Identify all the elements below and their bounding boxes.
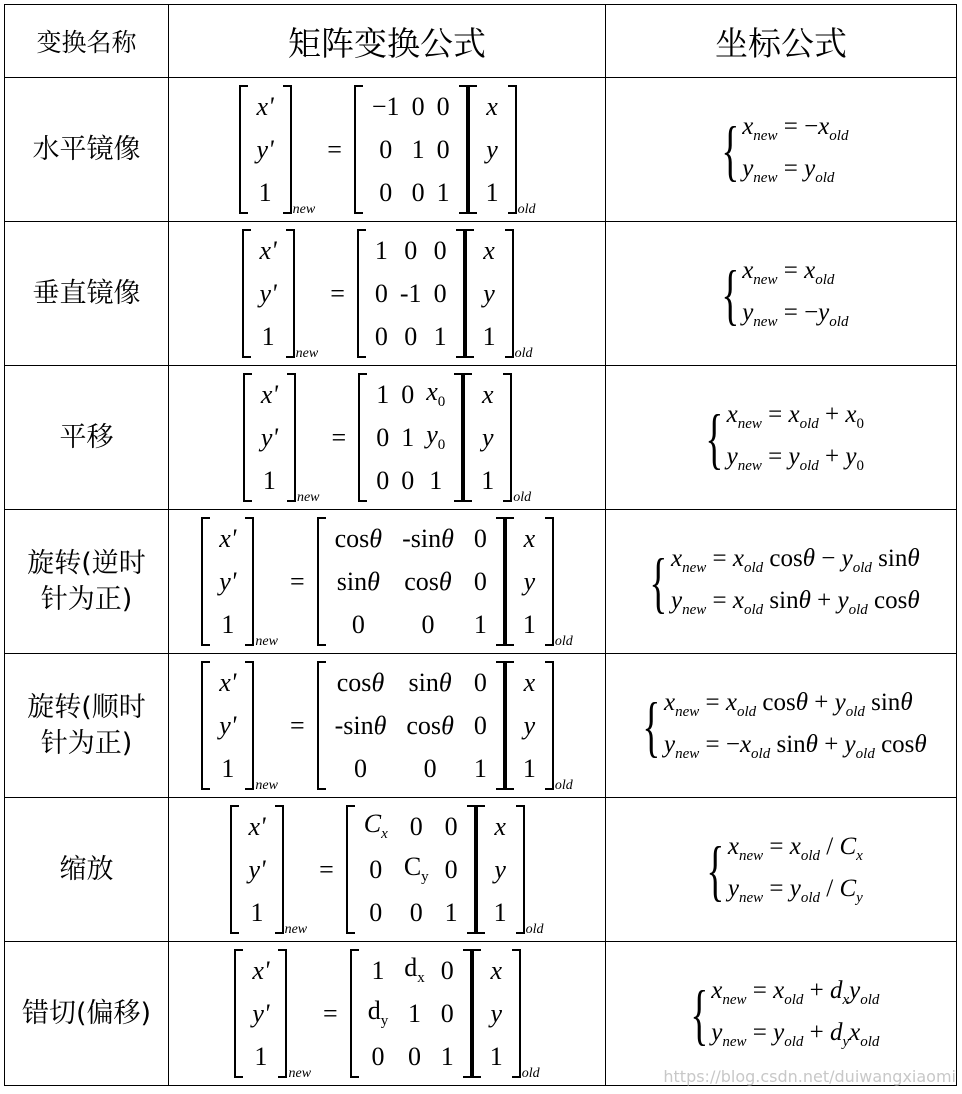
table-row — [5, 654, 957, 798]
coordinate-formula: { $x_{new} = x_{old}$ $\cos\theta - y_{old}$ sinθ $y_{new} = x_{old}$ $\sin\theta + y_{old}$ cosθ — [606, 510, 957, 654]
matrix-formula: x' y' 1 new = $C_x$ 0 0 0 $C_y$ 0 0 0 1 x y 1 old — [169, 798, 606, 942]
table-row — [5, 78, 957, 222]
old-vector: x y 1 — [505, 661, 554, 790]
old-vector: x y 1 — [476, 805, 525, 934]
coordinate-formula: { $x_{new} = x_{old} + x_0$ $y_{new} = y_{old} + y_0$ — [606, 366, 957, 510]
coordinate-formula: { $x_{new} = -x_{old}$ $y_{new} = y_{old}$ — [606, 78, 957, 222]
new-vector: x' y' 1 — [234, 949, 287, 1078]
header-matrix-formula: 矩阵变换公式 — [169, 5, 606, 78]
old-vector: x y 1 — [472, 949, 521, 1078]
new-vector: x' y' 1 — [201, 517, 254, 646]
matrix-formula: x' y' 1 new = 1 0 0 0 -1 0 0 0 1 x y 1 old — [169, 222, 606, 366]
transform-matrix: cosθ -sinθ 0 sinθ cosθ 0 0 0 1 — [317, 517, 505, 646]
transform-matrix: 1 0 0 0 -1 0 0 0 1 — [357, 229, 465, 358]
transform-matrix: −1 0 0 0 1 0 0 0 1 — [354, 85, 468, 214]
old-vector: x y 1 — [505, 517, 554, 646]
old-vector: x y 1 — [463, 373, 512, 502]
coordinate-formula: { $x_{new} = x_{old}$ $\cos\theta + y_{old}$ sinθ $y_{new} = -x_{old}$ $\sin\theta + y_{old}$ cosθ — [606, 654, 957, 798]
header-row — [5, 5, 957, 78]
new-vector: x' y' 1 — [243, 373, 296, 502]
transform-table — [4, 4, 957, 1086]
table-row — [5, 942, 957, 1086]
new-vector: x' y' 1 — [230, 805, 283, 934]
matrix-formula: x' y' 1 new = cosθ sinθ 0 -sinθ cosθ 0 0 0 1 x y 1 old — [169, 654, 606, 798]
old-vector: x y 1 — [468, 85, 517, 214]
coordinate-formula: { $x_{new} = x_{old} + d_xy_{old}$ $y_{new} = y_{old} + d_yx_{old}$ — [606, 942, 957, 1086]
matrix-formula: x' y' 1 new = −1 0 0 0 1 0 0 0 1 x y 1 old — [169, 78, 606, 222]
coordinate-formula: { $x_{new} = x_{old}$ $y_{new} = -y_{old}$ — [606, 222, 957, 366]
new-vector: x' y' 1 — [201, 661, 254, 790]
transform-name: 垂直镜像 — [5, 222, 169, 366]
transform-matrix: cosθ sinθ 0 -sinθ cosθ 0 0 0 1 — [317, 661, 505, 790]
watermark: https://blog.csdn.net/duiwangxiaomi — [663, 1067, 956, 1086]
transform-matrix: 1 0 $x_0$ 0 1 $y_0$ 0 0 1 — [358, 373, 463, 502]
transform-matrix: $C_x$ 0 0 0 $C_y$ 0 0 0 1 — [346, 805, 476, 934]
matrix-formula: x' y' 1 new = 1 0 $x_0$ 0 1 $y_0$ 0 0 1 x y 1 old — [169, 366, 606, 510]
table-row — [5, 366, 957, 510]
old-vector: x y 1 — [465, 229, 514, 358]
table-row — [5, 510, 957, 654]
table-row — [5, 222, 957, 366]
header-transform-name: 变换名称 — [5, 5, 169, 78]
coordinate-formula: { $x_{new} = x_{old} / C_x$ $y_{new} = y_{old} / C_y$ — [606, 798, 957, 942]
table-row — [5, 798, 957, 942]
matrix-formula: x' y' 1 new = cosθ -sinθ 0 sinθ cosθ 0 0 0 1 x y 1 old — [169, 510, 606, 654]
transform-name: 水平镜像 — [5, 78, 169, 222]
transform-name: 缩放 — [5, 798, 169, 942]
header-coordinate-formula: 坐标公式 — [606, 5, 957, 78]
new-vector: x' y' 1 — [242, 229, 295, 358]
transform-name: 平移 — [5, 366, 169, 510]
transform-name: 旋转(顺时 针为正) — [5, 654, 169, 798]
matrix-formula: x' y' 1 new = 1 $d_x$ 0 $d_y$ 1 0 0 0 1 x y 1 old — [169, 942, 606, 1086]
transform-name: 旋转(逆时 针为正) — [5, 510, 169, 654]
transform-name: 错切(偏移) — [5, 942, 169, 1086]
new-vector: x' y' 1 — [239, 85, 292, 214]
transform-matrix: 1 $d_x$ 0 $d_y$ 1 0 0 0 1 — [350, 949, 472, 1078]
